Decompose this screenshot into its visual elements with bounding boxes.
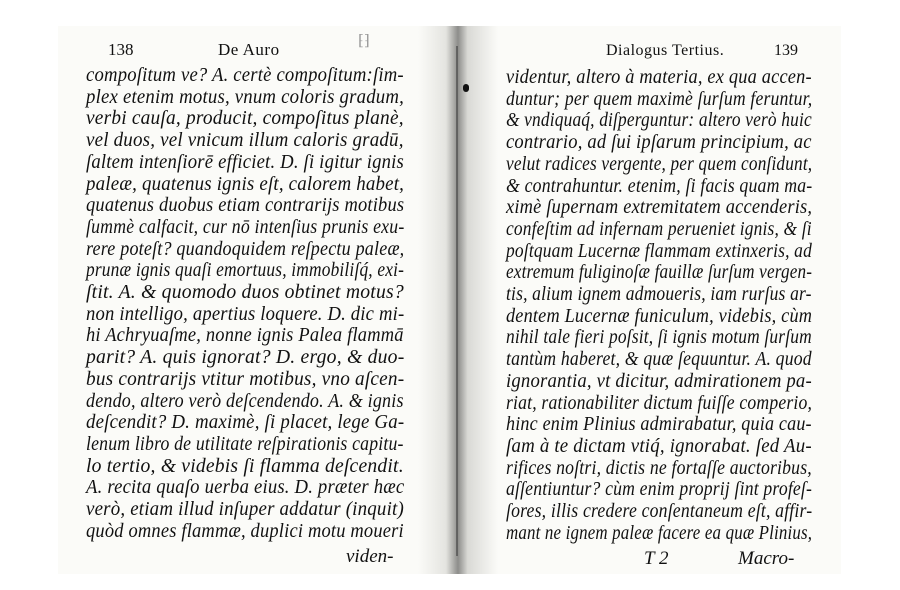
right-catchword: Macro- xyxy=(738,548,795,569)
text-line: A. recita quaſo uerba eius. D. præter hæc xyxy=(86,477,405,499)
text-line: non intelligo, apertius loquere. D. dic mi- xyxy=(86,303,405,325)
text-line: ſores, illis credere conſentaneum eſt, affir- xyxy=(506,501,813,522)
text-line: tantùm haberet, & quæ ſequuntur. A. quod xyxy=(506,349,812,371)
text-line: & vndiquaq́, diſperguntur: altero verò huic xyxy=(506,110,812,132)
text-line: verò, etiam illud inſuper addatur (inquit) xyxy=(86,499,404,520)
text-line: rifices noſtri, dictis ne fortaſſe auctoribus, xyxy=(506,457,812,479)
text-line: ximè ſupernam extremitatem accenderis, xyxy=(506,197,813,219)
text-line: verbi cauſa, producit, compoſitus planè, xyxy=(86,108,404,130)
text-line: tis, alium ignem admoueris, iam rurſus ar- xyxy=(506,284,812,305)
text-line: dendo, altero verò deſcendendo. A. & ignis xyxy=(86,390,404,412)
text-line: deſcendit? D. maximè, ſi placet, lege Ga- xyxy=(86,412,405,434)
text-line: confeſtim ad infernam perueniet ignis, & ſi xyxy=(506,218,812,240)
gutter-fold-line xyxy=(456,46,458,556)
text-line: riat, rationabiliter dictum fuiſſe comperio, xyxy=(506,392,813,414)
text-line: rere poteſt? quandoquidem reſpectu paleæ, xyxy=(86,238,405,260)
text-line: paleæ, quatenus ignis eſt, calorem habet, xyxy=(86,173,405,195)
text-line: ſaltem intenſiorē efficiet. D. ſi igitur ignis xyxy=(86,151,404,173)
text-line: hinc enim Plinius admirabatur, quia cau- xyxy=(506,414,812,436)
text-line: contrario, ad ſui ipſarum principium, ac xyxy=(506,132,812,154)
text-line: videntur, altero à materia, ex qua accen- xyxy=(506,67,812,88)
text-line: ſummè calfacit, cur nō intenſius prunis exu- xyxy=(86,216,405,238)
text-line: velut radices vergente, per quem conſidunt, xyxy=(506,153,813,175)
text-line: quòd omnes flammæ, duplici motu moueri xyxy=(86,520,404,542)
text-line: ſam à te dictam vtiq́, ignorabat. ſed Au- xyxy=(506,435,812,457)
text-line: ignorantia, vt dicitur, admirationem pa- xyxy=(506,370,812,392)
text-line: plex etenim motus, vnum coloris gradum, xyxy=(86,86,405,108)
right-running-head: Dialogus Tertius. xyxy=(606,42,725,59)
left-running-head: De Auro xyxy=(218,40,280,59)
signature-mark: T 2 xyxy=(644,548,669,569)
text-line: ſtit. A. & quomodo duos obtinet motus? xyxy=(86,282,404,303)
text-line: mant ne ignem paleæ facere ea quæ Plinius, xyxy=(506,522,813,544)
text-line: poſtquam Lucernæ flammam extinxeris, ad xyxy=(506,240,812,262)
book-spread xyxy=(58,26,841,574)
text-line: & contrahuntur. etenim, ſi facis quam ma- xyxy=(506,175,813,197)
text-line: bus contrarijs vtitur motibus, vno aſcen- xyxy=(86,368,405,390)
text-line: hi Achryuaſme, nonne ignis Palea flammā xyxy=(86,325,404,347)
text-line: parit? A. quis ignorat? D. ergo, & duo- xyxy=(86,347,405,369)
text-line: extremum fuliginoſæ fauillæ ſurſum vergen- xyxy=(506,262,813,284)
right-page xyxy=(478,26,841,574)
text-line: aſſentiuntur? cùm enim proprij ſint profeſ- xyxy=(506,479,813,501)
text-line: quatenus duobus etiam contrarijs motibus xyxy=(86,195,405,217)
text-line: compoſitum ve? A. certè compoſitum:ſim- xyxy=(86,65,404,86)
left-page xyxy=(58,26,418,574)
text-line: prunæ ignis quaſi emortuus, immobiliſq́, exi- xyxy=(86,260,405,282)
left-catchword: viden- xyxy=(346,546,394,567)
text-line: nihil tale fieri poſsit, ſi ignis motum ſurſum xyxy=(506,327,812,349)
text-line: duntur; per quem maximè ſurſum feruntur, xyxy=(506,88,813,110)
left-page-number: 138 xyxy=(108,40,134,59)
right-page-number: 139 xyxy=(774,42,798,59)
gutter-mark xyxy=(463,84,469,92)
text-line: dentem Lucernæ funiculum, videbis, cùm xyxy=(506,305,813,327)
text-line: vel duos, vel vnicum illum caloris gradū, xyxy=(86,130,404,152)
text-line: lo tertio, & videbis ſi flamma deſcendit. xyxy=(86,455,404,477)
text-line: lenum libro de utilitate reſpirationis capitu- xyxy=(86,433,404,455)
ink-smudge-icon: ⁅⁆ xyxy=(358,33,370,49)
